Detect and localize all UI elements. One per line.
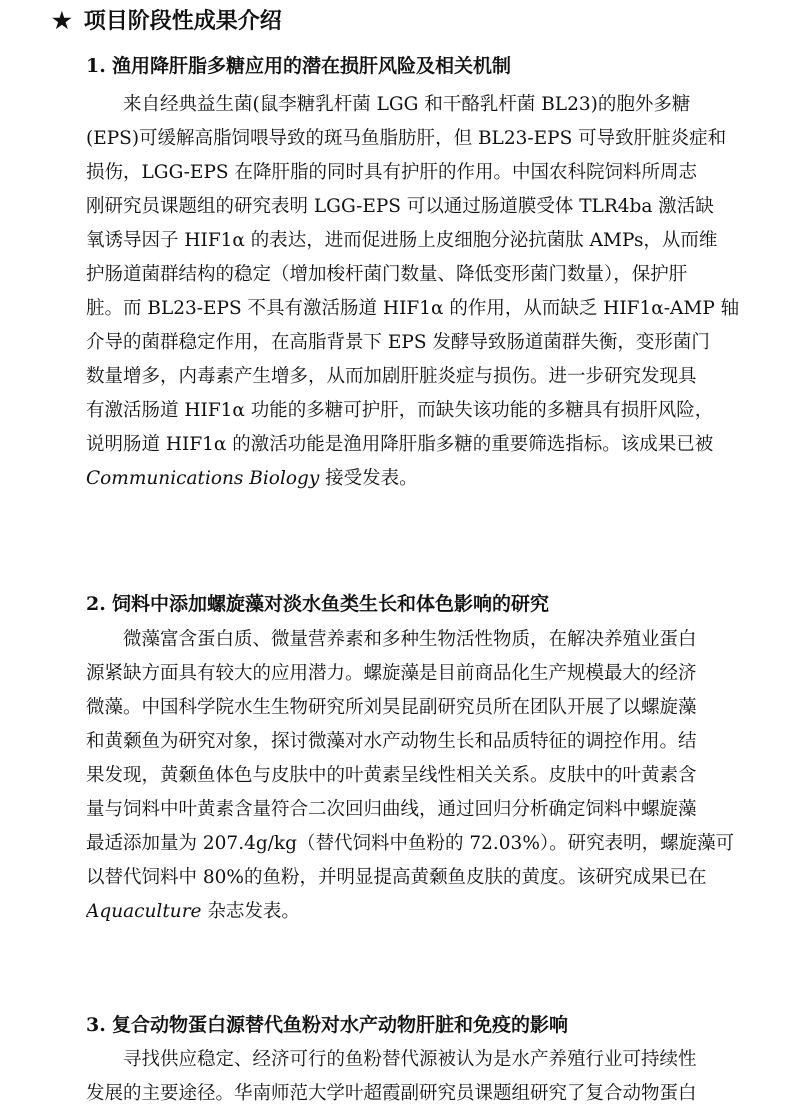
section-number: 2. (86, 593, 106, 615)
paragraph-line: 来自经典益生菌(鼠李糖乳杆菌 LGG 和干酪乳杆菌 BL23)的胞外多糖 (123, 94, 691, 115)
paragraph-line: 数量增多，内毒素产生增多，从而加剧肝脏炎症与损伤。进一步研究发现具 (86, 366, 697, 387)
paragraph-line: 微藻。中国科学院水生生物研究所刘昊昆副研究员所在团队开展了以螺旋藻 (86, 697, 697, 718)
paragraph-line: 源紧缺方面具有较大的应用潜力。螺旋藻是目前商品化生产规模最大的经济 (86, 663, 697, 684)
paragraph-line: 果发现，黄颡鱼体色与皮肤中的叶黄素呈线性相关关系。皮肤中的叶黄素含 (86, 765, 697, 786)
section-3-heading (86, 1011, 568, 1039)
paragraph-line: 说明肠道 HIF1α 的激活功能是渔用降肝脂多糖的重要筛选指标。该成果已被 (86, 434, 714, 455)
paragraph-line: 介导的菌群稳定作用，在高脂背景下 EPS 发酵导致肠道菌群失衡，变形菌门 (86, 332, 710, 353)
section-heading-text: 饲料中添加螺旋藻对淡水鱼类生长和体色影响的研究 (112, 593, 550, 615)
paragraph-line: 损伤，LGG-EPS 在降肝脂的同时具有护肝的作用。中国农科院饲料所周志 (86, 162, 697, 183)
star-icon: ★ (52, 8, 72, 34)
section-1-heading (86, 52, 511, 80)
section-heading-text: 复合动物蛋白源替代鱼粉对水产动物肝脏和免疫的影响 (112, 1014, 569, 1036)
section-number: 3. (86, 1014, 106, 1036)
page-title-text: 项目阶段性成果介绍 (83, 8, 282, 34)
paragraph-line: 发展的主要途径。华南师范大学叶超霞副研究员课题组研究了复合动物蛋白 (86, 1083, 697, 1104)
paragraph-line-journal (86, 895, 746, 929)
paragraph-line: 有激活肠道 HIF1α 功能的多糖可护肝，而缺失该功能的多糖具有损肝风险， (86, 400, 714, 421)
paragraph-line: 以替代饲料中 80%的鱼粉，并明显提高黄颡鱼皮肤的黄度。该研究成果已在 (86, 867, 707, 888)
paragraph-line: 和黄颡鱼为研究对象，探讨微藻对水产动物生长和品质特征的调控作用。结 (86, 731, 697, 752)
paragraph-line: 最适添加量为 207.4g/kg（替代饲料中鱼粉的 72.03%）。研究表明，螺旋藻可 (86, 833, 735, 854)
section-3-paragraph (86, 1043, 746, 1111)
journal-name: Aquaculture (86, 901, 202, 922)
section-number: 1. (86, 55, 106, 77)
journal-name: Communications Biology (86, 468, 320, 489)
section-1-paragraph (86, 88, 746, 496)
paragraph-line: 微藻富含蛋白质、微量营养素和多种生物活性物质，在解决养殖业蛋白 (123, 629, 697, 650)
section-heading-text: 渔用降肝脂多糖应用的潜在损肝风险及相关机制 (112, 55, 512, 77)
paragraph-line: 刚研究员课题组的研究表明 LGG-EPS 可以通过肠道膜受体 TLR4ba 激活缺 (86, 196, 714, 217)
paragraph-line-journal (86, 462, 746, 496)
paragraph-line: 量与饲料中叶黄素含量符合二次回归曲线，通过回归分析确定饲料中螺旋藻 (86, 799, 697, 820)
section-2-paragraph (86, 623, 746, 929)
paragraph-line: 氧诱导因子 HIF1α 的表达，进而促进肠上皮细胞分泌抗菌肽 AMPs，从而维 (86, 230, 718, 251)
section-2-heading (86, 590, 549, 618)
paragraph-line: 护肠道菌群结构的稳定（增加梭杆菌门数量、降低变形菌门数量），保护肝 (86, 264, 688, 285)
paragraph-line: 寻找供应稳定、经济可行的鱼粉替代源被认为是水产养殖行业可持续性 (123, 1049, 697, 1070)
journal-suffix: 杂志发表。 (201, 901, 300, 922)
paragraph-line: 脏。而 BL23-EPS 不具有激活肠道 HIF1α 的作用，从而缺乏 HIF1α-AMP 轴 (86, 298, 740, 319)
page-title (52, 6, 282, 36)
paragraph-line: (EPS)可缓解高脂饲喂导致的斑马鱼脂肪肝，但 BL23-EPS 可导致肝脏炎症和 (86, 128, 727, 149)
journal-suffix: 接受发表。 (319, 468, 418, 489)
